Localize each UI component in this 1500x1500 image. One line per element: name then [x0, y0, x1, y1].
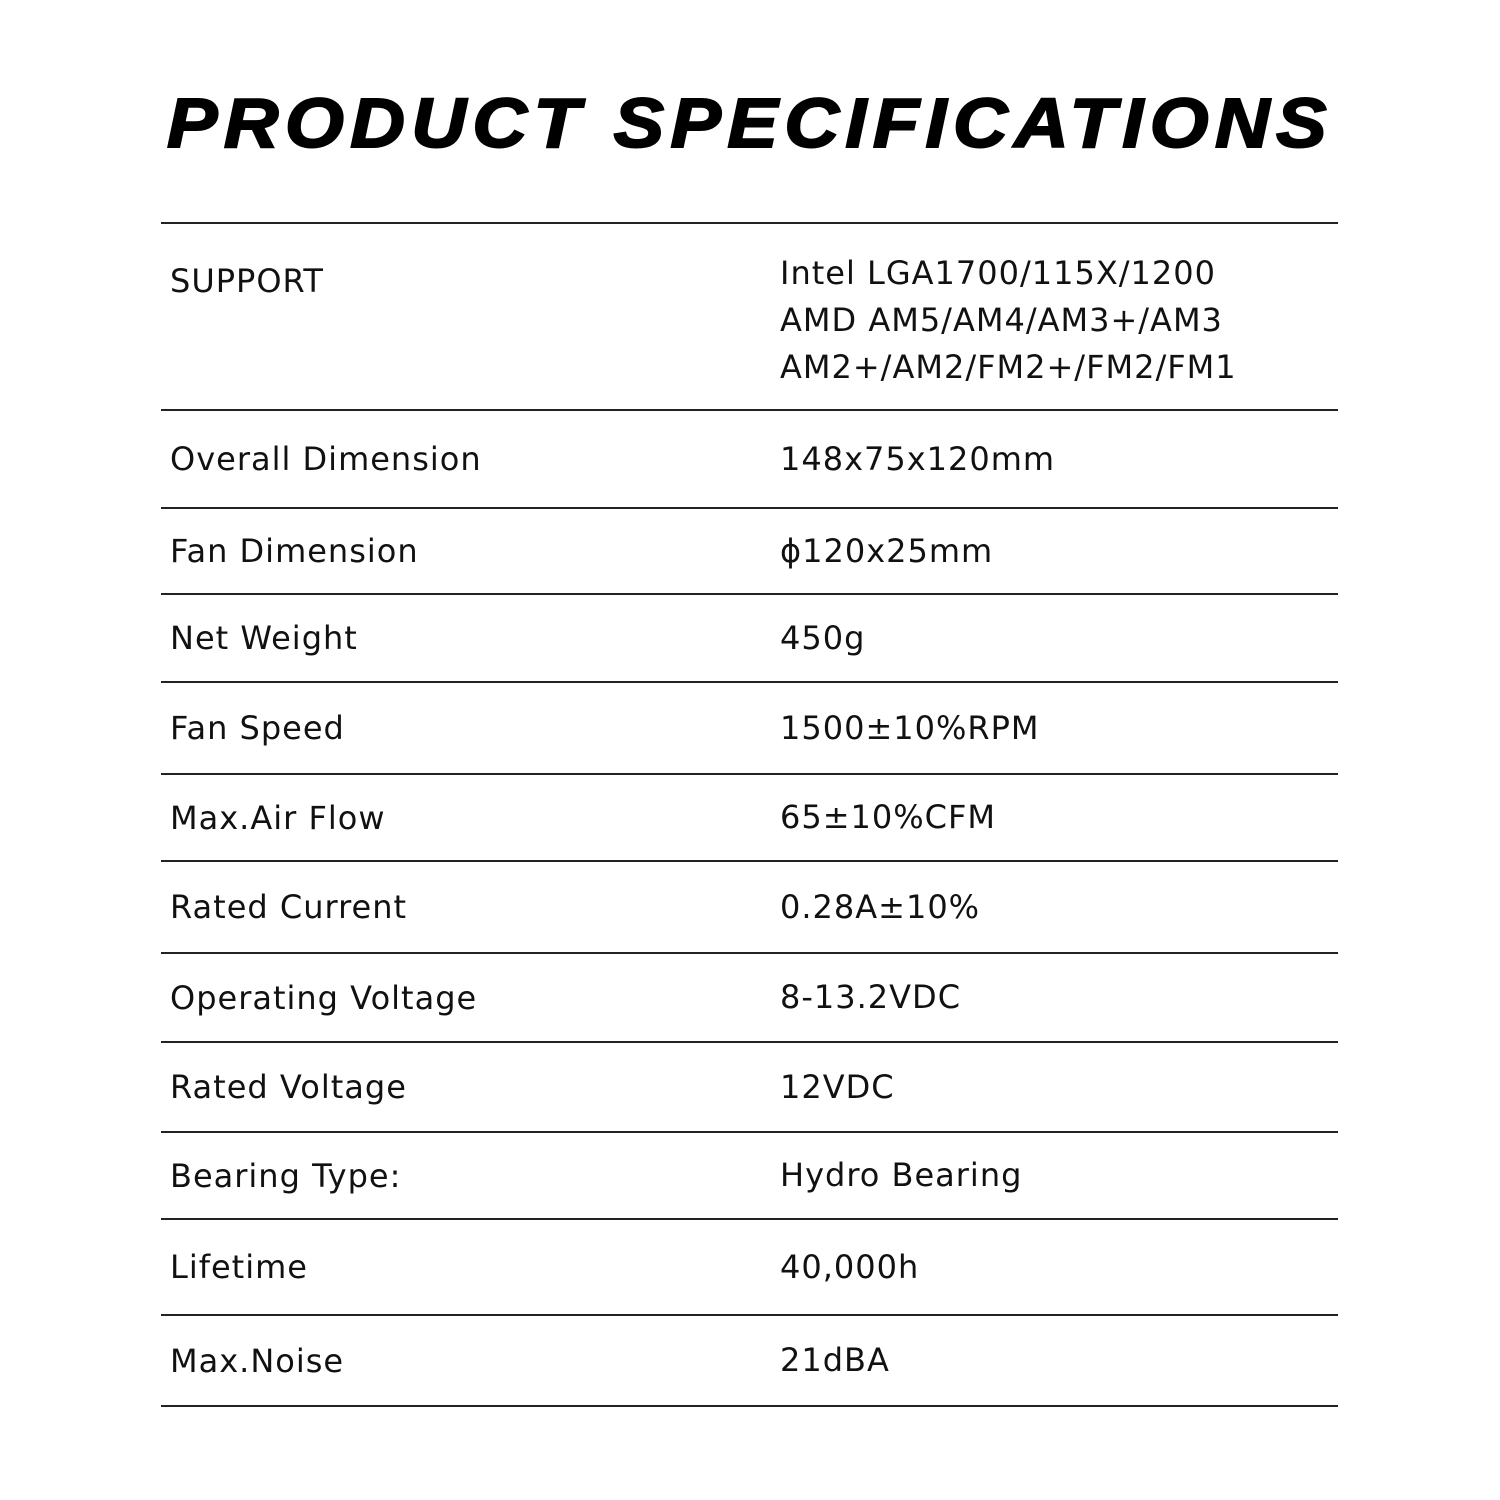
spec-value: 12VDC [780, 1067, 895, 1106]
spec-row-support [161, 222, 1338, 409]
spec-value: 450g [780, 618, 866, 657]
spec-value: 148x75x120mm [780, 439, 1056, 478]
spec-value: 1500±10%RPM [780, 708, 1040, 747]
spec-value: Hydro Bearing [780, 1156, 1023, 1194]
spec-label: Fan Speed [170, 709, 345, 747]
spec-label: Max.Noise [170, 1341, 345, 1380]
spec-label: Rated Current [170, 888, 408, 926]
spec-row-net-weight [161, 593, 1338, 681]
spec-value: 65±10%CFM [780, 798, 997, 836]
spec-label: Fan Dimension [170, 532, 419, 570]
spec-label: Max.Air Flow [170, 798, 386, 837]
spec-label: Operating Voltage [170, 978, 478, 1017]
spec-value: 0.28A±10% [780, 887, 981, 926]
spec-value: ϕ120x25mm [780, 531, 994, 570]
spec-value-line: Intel LGA1700/115X/1200 [780, 254, 1216, 292]
spec-value: 8-13.2VDC [780, 978, 962, 1016]
spec-label: Bearing Type: [170, 1156, 402, 1195]
spec-table [161, 222, 1338, 1407]
spec-label: Lifetime [170, 1248, 308, 1286]
spec-value-line: AM2+/AM2/FM2+/FM2/FM1 [780, 348, 1237, 386]
spec-value: 21dBA [780, 1341, 890, 1379]
spec-value [780, 250, 1237, 391]
spec-value-line: AMD AM5/AM4/AM3+/AM3 [780, 301, 1223, 339]
page-title: PRODUCT SPECIFICATIONS [166, 84, 1333, 162]
spec-row-lifetime [161, 1218, 1338, 1314]
spec-label: Rated Voltage [170, 1068, 407, 1106]
spec-row-overall-dimension [161, 409, 1338, 507]
spec-row-rated-voltage [161, 1041, 1338, 1131]
spec-row-max-air-flow [161, 773, 1338, 860]
spec-value: 40,000h [780, 1247, 920, 1286]
spec-row-fan-dimension [161, 507, 1338, 593]
spec-row-fan-speed [161, 681, 1338, 773]
spec-label: Net Weight [170, 619, 358, 657]
spec-row-max-noise [161, 1314, 1338, 1407]
spec-label: Overall Dimension [170, 440, 482, 478]
spec-row-rated-current [161, 860, 1338, 952]
spec-row-bearing-type [161, 1131, 1338, 1218]
spec-label: SUPPORT [170, 262, 324, 300]
spec-row-operating-voltage [161, 952, 1338, 1041]
